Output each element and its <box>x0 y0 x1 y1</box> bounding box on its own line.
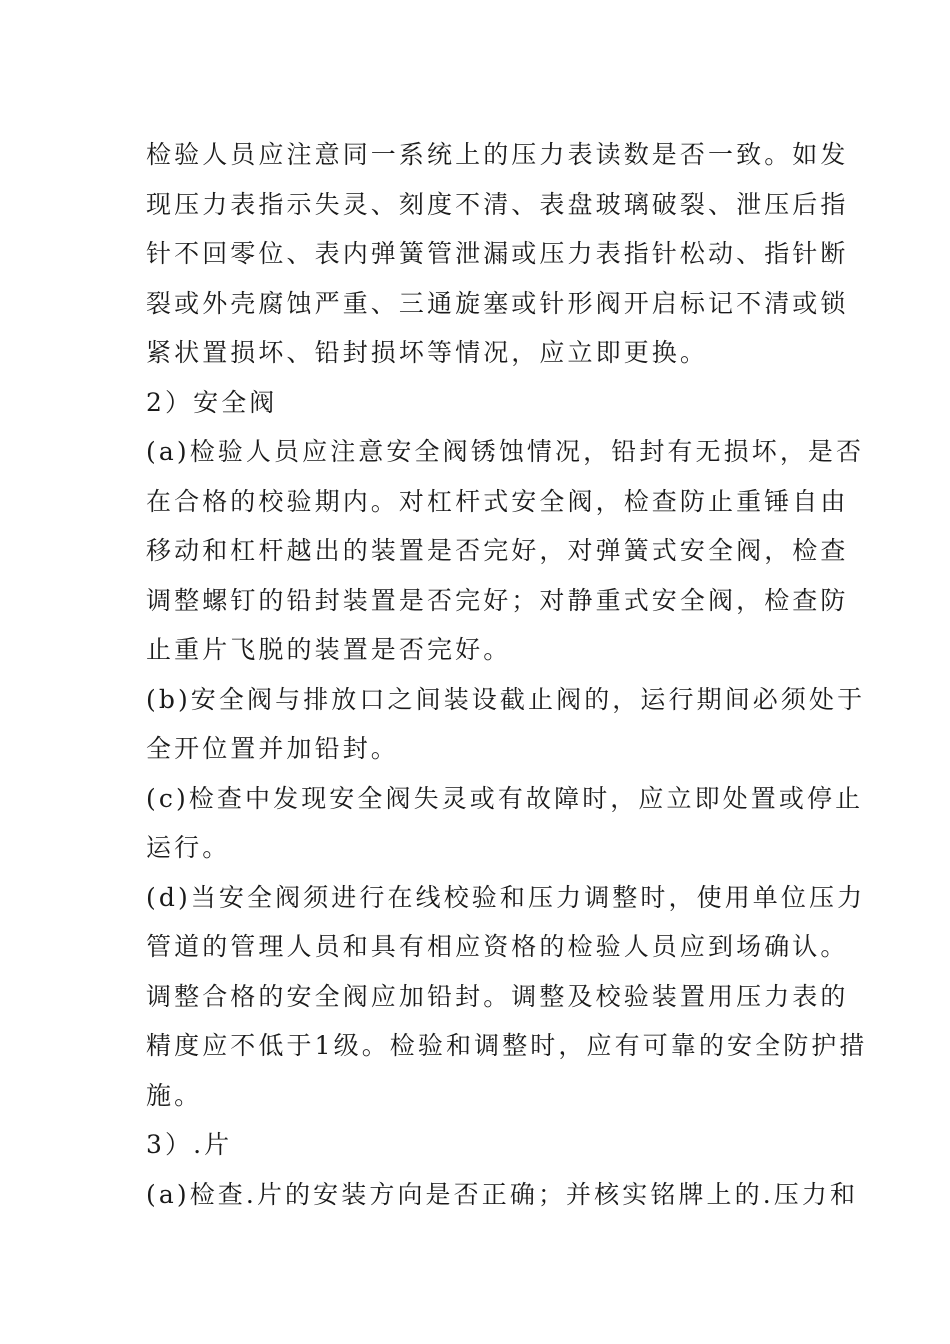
text-line: (a)检查.片的安装方向是否正确；并核实铭牌上的.压力和 <box>146 1179 859 1209</box>
text-line: (b)安全阀与排放口之间装设截止阀的，运行期间必须处于 <box>146 684 866 714</box>
section-heading-safety-valve: 2）安全阀 <box>146 387 278 417</box>
text-line: 全开位置并加铅封。 <box>146 734 399 763</box>
text-line: 运行。 <box>146 833 231 862</box>
text-line: (c)检查中发现安全阀失灵或有故障时，应立即处置或停止 <box>146 783 864 813</box>
text-line: 检验人员应注意同一系统上的压力表读数是否一致。如发 <box>146 140 849 169</box>
text-line: 移动和杠杆越出的装置是否完好，对弹簧式安全阀，检查 <box>146 536 849 565</box>
text-line: 针不回零位、表内弹簧管泄漏或压力表指针松动、指针断 <box>146 239 849 268</box>
section-heading-rupture-disc: 3）.片 <box>146 1130 233 1159</box>
text-line: 紧状置损坏、铅封损坏等情况，应立即更换。 <box>146 338 709 367</box>
text-line: 在合格的校验期内。对杠杆式安全阀，检查防止重锤自由 <box>146 486 849 516</box>
text-line: 管道的管理人员和具有相应资格的检验人员应到场确认。 <box>146 932 849 961</box>
text-line: 精度应不低于1级。检验和调整时，应有可靠的安全防护措 <box>146 1031 868 1060</box>
text-line: (a)检验人员应注意安全阀锈蚀情况，铅封有无损坏，是否 <box>146 437 865 466</box>
text-line: 止重片飞脱的装置是否完好。 <box>146 635 512 664</box>
body-text <box>146 130 868 1219</box>
text-line: 施。 <box>146 1080 203 1110</box>
text-line: 调整合格的安全阀应加铅封。调整及校验装置用压力表的 <box>146 981 849 1011</box>
text-line: 裂或外壳腐蚀严重、三通旋塞或针形阀开启标记不清或锁 <box>146 288 849 318</box>
text-line: 现压力表指示失灵、刻度不清、表盘玻璃破裂、泄压后指 <box>146 189 849 219</box>
text-line: 调整螺钉的铅封装置是否完好；对静重式安全阀，检查防 <box>146 585 849 615</box>
text-line: (d)当安全阀须进行在线校验和压力调整时，使用单位压力 <box>146 882 866 912</box>
